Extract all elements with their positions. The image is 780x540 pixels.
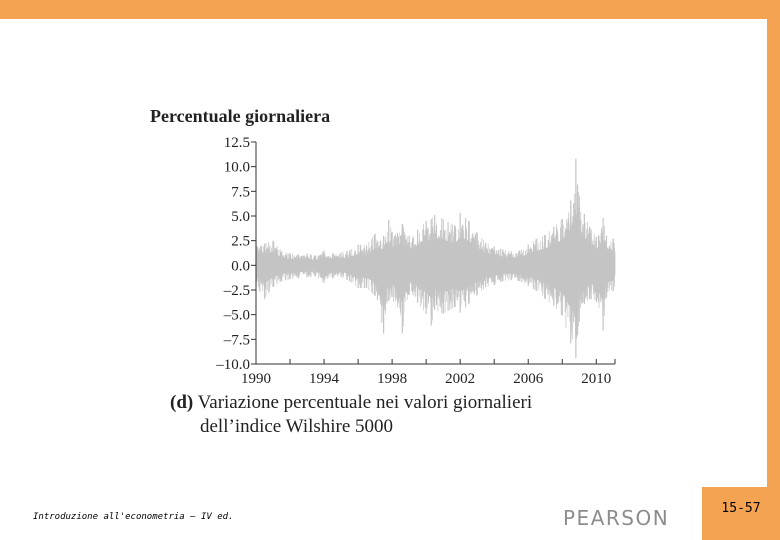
caption-text-1: Variazione percentuale nei valori giornalieri [197, 392, 533, 413]
y-tick-label: 0.0 [231, 258, 250, 275]
y-tick-label: –5.0 [223, 307, 250, 324]
data-layer [256, 159, 615, 358]
page-number-box [702, 487, 780, 540]
daily-change-series [256, 192, 615, 339]
x-tick-label: 1994 [309, 371, 340, 387]
chart-caption-line2: dell’indice Wilshire 5000 [200, 416, 394, 437]
x-tick-label: 2010 [581, 371, 612, 387]
chart-caption-line1 [170, 392, 532, 414]
x-tick-label: 1998 [377, 371, 408, 387]
x-tick-label: 2006 [513, 371, 544, 387]
y-tick-label: –7.5 [223, 332, 250, 349]
right-orange-bar [767, 0, 780, 540]
caption-label: (d) [170, 392, 194, 413]
top-orange-bar [0, 0, 780, 19]
x-tick-label: 1990 [241, 371, 271, 387]
chart-title: Percentuale giornaliera [150, 106, 331, 126]
y-tick-label: 7.5 [231, 184, 250, 201]
footer-book-title: Introduzione all'econometria – IV ed. [33, 512, 234, 522]
page-number: 15-57 [721, 501, 761, 516]
y-tick-label: 2.5 [231, 233, 250, 250]
y-tick-label: –10.0 [216, 357, 250, 373]
pearson-logo: PEARSON [563, 506, 670, 530]
y-tick-label: 10.0 [223, 159, 250, 176]
y-tick-label: 5.0 [231, 209, 250, 225]
y-tick-label: –2.5 [223, 283, 250, 299]
x-tick-label: 2002 [445, 371, 476, 387]
y-tick-label: 12.5 [223, 135, 250, 151]
volatility-chart [140, 100, 640, 390]
